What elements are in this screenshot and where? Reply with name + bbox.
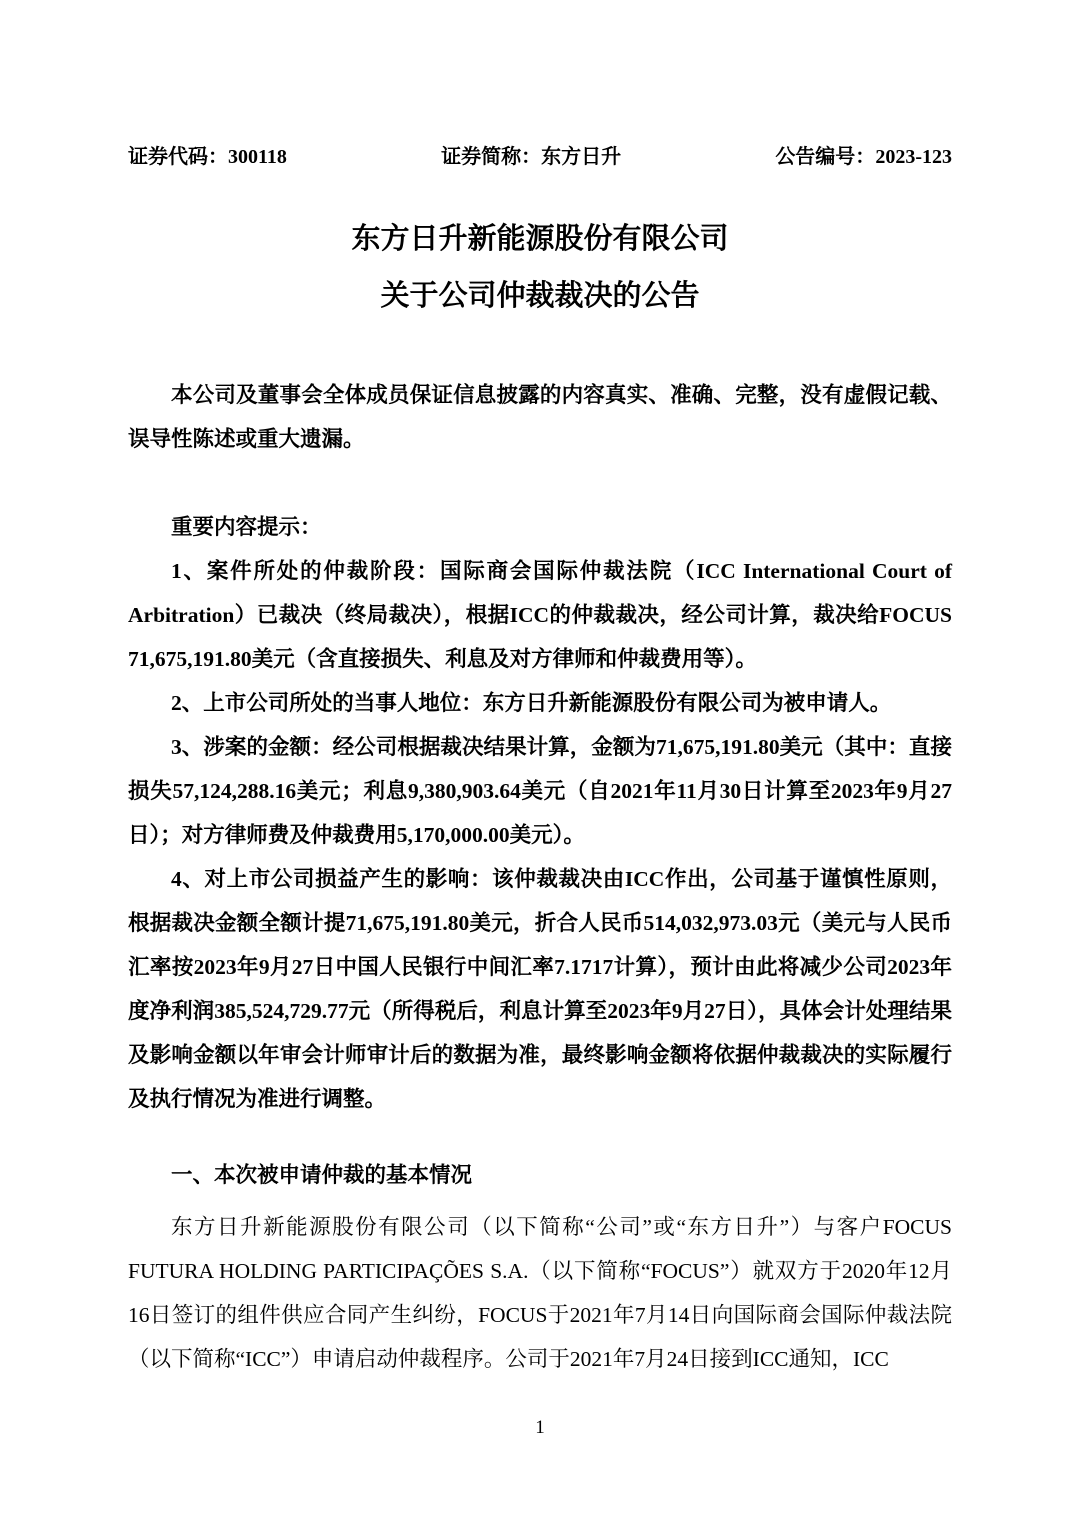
document-title-line2: 关于公司仲裁裁决的公告 xyxy=(380,280,700,312)
document-title xyxy=(128,211,952,325)
notice-item-2: 2、上市公司所处的当事人地位：东方日升新能源股份有限公司为被申请人。 xyxy=(171,691,892,715)
notice-item-1: 1、案件所处的仲裁阶段：国际商会国际仲裁法院（ICC International Court of Arbitration）已裁决（终局裁决），根据ICC的仲裁裁决，经公司计算，裁决给FOCUS 71,675,191.80美元（含直接损失、利息及对方律师和仲裁费用等）。 xyxy=(128,559,952,671)
important-notice-heading: 重要内容提示： xyxy=(171,515,322,539)
section-1-heading: 一、本次被申请仲裁的基本情况 xyxy=(171,1163,473,1187)
notice-item-3: 3、涉案的金额：经公司根据裁决结果计算，金额为71,675,191.80美元（其中：直接损失57,124,288.16美元；利息9,380,903.64美元（自2021年11月30日计算至2023年9月27日）；对方律师费及仲裁费用5,170,000.00美元）。 xyxy=(128,735,952,847)
announcement-number xyxy=(775,145,952,169)
notice-item-4: 4、对上市公司损益产生的影响：该仲裁裁决由ICC作出，公司基于谨慎性原则，根据裁决金额全额计提71,675,191.80美元，折合人民币514,032,973.03元（美元与人民币汇率按2023年9月27日中国人民银行中间汇率7.1717计算），预计由此将减少公司2023年度净利润385,524,729.77元（所得税后，利息计算至2023年9月27日），具体会计处理结果及影响金额以年审会计师审计后的数据为准，最终影响金额将依据仲裁裁决的实际履行及执行情况为准进行调整。 xyxy=(128,867,952,1111)
stock-name-value: 东方日升 xyxy=(541,146,622,168)
document-title-line1: 东方日升新能源股份有限公司 xyxy=(351,223,729,255)
stock-code-label: 证券代码： xyxy=(128,146,228,168)
document-header xyxy=(128,145,952,169)
announcement-number-label: 公告编号： xyxy=(775,146,876,168)
page-number: 1 xyxy=(535,1417,545,1438)
stock-code xyxy=(128,145,287,169)
stock-name xyxy=(441,145,621,169)
section-1-paragraph: 东方日升新能源股份有限公司（以下简称“公司”或“东方日升”）与客户FOCUS FUTURA HOLDING PARTICIPAÇÕES S.A.（以下简称“FOCUS”）就双方于2020年12月16日签订的组件供应合同产生纠纷，FOCUS于2021年7月14日向国际商会国际仲裁法院（以下简称“ICC”）申请启动仲裁程序。公司于2021年7月24日接到ICC通知，ICC xyxy=(128,1215,952,1371)
announcement-number-value: 2023-123 xyxy=(875,146,952,168)
stock-code-value: 300118 xyxy=(228,146,287,168)
declaration-paragraph: 本公司及董事会全体成员保证信息披露的内容真实、准确、完整，没有虚假记载、误导性陈述或重大遗漏。 xyxy=(128,383,952,451)
stock-name-label: 证券简称： xyxy=(441,146,542,168)
